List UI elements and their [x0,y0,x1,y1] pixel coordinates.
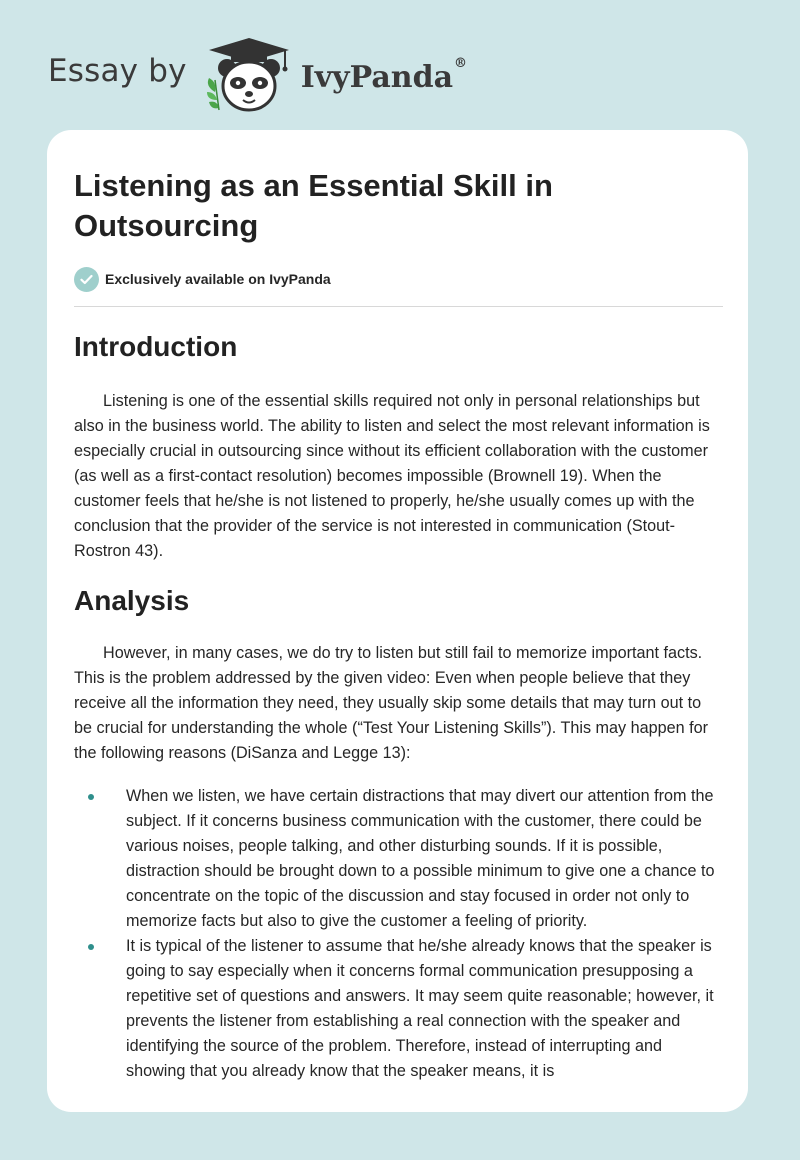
bullet-dot-icon [88,944,94,950]
registered-mark: ® [454,55,468,71]
exclusive-badge-text: Exclusively available on IvyPanda [105,271,331,287]
panda-logo-icon[interactable] [201,34,297,114]
analysis-paragraph: However, in many cases, we do try to listen but still fail to memorize important facts. This is the problem addressed by the given video: Even when people believe that they receive all the information they need, they usually skip some details that may turn out to be crucial for understanding the whole (“Test Your Listening Skills”). This may happen for the following reasons (DiSanza and Legge 13): [74,644,709,763]
bullet-dot-icon [88,794,94,800]
brand-name[interactable]: IvyPanda® [300,55,468,95]
list-item [74,934,723,1084]
essay-by-label: Essay by [48,53,187,89]
site-header [48,34,467,114]
title-divider [74,306,723,307]
exclusive-badge [74,266,723,292]
essay-card [47,130,748,1112]
introduction-paragraph: Listening is one of the essential skills required not only in personal relationships but also in the business world. The ability to listen and select the most relevant information is especially crucial in outsourcing since without its efficient collaboration with the customer (as well as a first-contact resolution) becomes impossible (Brownell 19). When the customer feels that he/she is not listened to properly, he/she usually comes up with the conclusion that the provider of the service is not interested in communication (Stout-Rostron 43). [74,392,710,560]
check-circle-icon [74,267,99,292]
section-heading-introduction: Introduction [74,331,238,362]
list-item [74,784,723,934]
essay-title: Listening as an Essential Skill in Outsourcing [74,168,553,243]
list-item-text: When we listen, we have certain distractions that may divert our attention from the subject. If it concerns business communication with the customer, there could be various noises, people talking, and other disturbing sounds. If it is possible, distraction should be brought down to a possible minimum to give one a chance to concentrate on the topic of the discussion and stay focused in order not only to memorize facts but also to give the customer a feeling of priority. [126,787,715,931]
reasons-list [74,784,723,1084]
section-heading-analysis: Analysis [74,585,190,616]
list-item-text: It is typical of the listener to assume that he/she already knows that the speaker is going to say especially when it concerns formal communication presupposing a repetitive set of questions and answers. It may seem quite reasonable; however, it prevents the listener from establishing a real connection with the speaker and identifying the source of the problem. Therefore, instead of interrupting and showing that you already know that the speaker means, it is [126,937,714,1081]
